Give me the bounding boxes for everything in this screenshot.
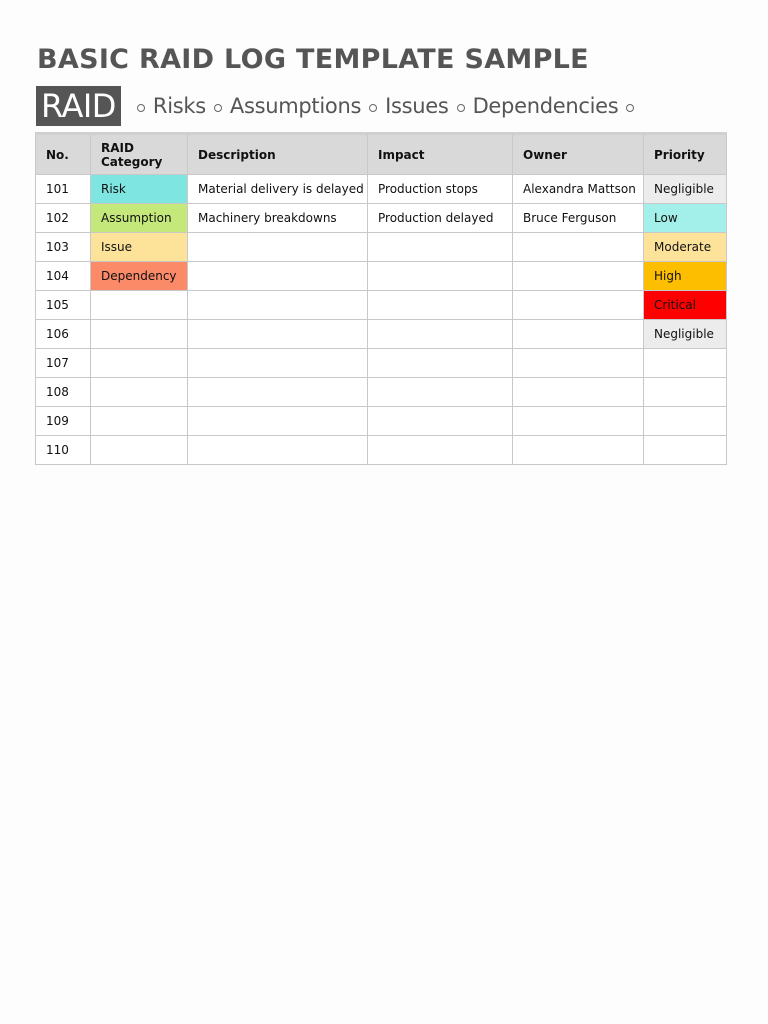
cell-impact[interactable] [368,349,513,378]
cell-description[interactable] [188,378,368,407]
cell-no[interactable]: 109 [36,407,91,436]
cell-owner[interactable]: Alexandra Mattson [513,175,644,204]
cell-impact[interactable] [368,320,513,349]
cell-priority[interactable]: Moderate [644,233,727,262]
cell-raid-category[interactable] [91,291,188,320]
cell-no[interactable]: 103 [36,233,91,262]
cell-raid-category[interactable] [91,320,188,349]
cell-owner[interactable] [513,262,644,291]
cell-owner[interactable] [513,349,644,378]
cell-priority[interactable] [644,436,727,465]
raid-badge: RAID [36,86,121,126]
bullet-circle-icon [369,104,377,112]
cell-description[interactable]: Material delivery is delayed [188,175,368,204]
cell-description[interactable] [188,349,368,378]
cell-owner[interactable] [513,407,644,436]
cell-impact[interactable] [368,291,513,320]
table-row [36,378,727,407]
header-description: Description [188,134,368,175]
table-row [36,407,727,436]
table-row [36,262,727,291]
raid-item-assumptions: Assumptions [229,94,362,118]
cell-raid-category[interactable]: Assumption [91,204,188,233]
cell-impact[interactable] [368,233,513,262]
cell-description[interactable]: Machinery breakdowns [188,204,368,233]
cell-no[interactable]: 105 [36,291,91,320]
cell-owner[interactable] [513,378,644,407]
cell-description[interactable] [188,233,368,262]
raid-item-issues: Issues [385,94,449,118]
cell-description[interactable] [188,320,368,349]
cell-priority[interactable]: Negligible [644,320,727,349]
table-row [36,349,727,378]
raid-item-risks: Risks [152,94,206,118]
table-row [36,436,727,465]
table-row [36,291,727,320]
cell-description[interactable] [188,262,368,291]
bullet-circle-icon [457,104,465,112]
cell-raid-category[interactable] [91,349,188,378]
cell-priority[interactable]: Critical [644,291,727,320]
table-row [36,175,727,204]
header-no: No. [36,134,91,175]
table-row [36,320,727,349]
cell-no[interactable]: 106 [36,320,91,349]
cell-impact[interactable]: Production stops [368,175,513,204]
table-header-row [36,134,727,175]
cell-priority[interactable] [644,378,727,407]
cell-no[interactable]: 108 [36,378,91,407]
cell-priority[interactable]: Low [644,204,727,233]
header-priority: Priority [644,134,727,175]
cell-description[interactable] [188,407,368,436]
cell-no[interactable]: 110 [36,436,91,465]
cell-raid-category[interactable]: Dependency [91,262,188,291]
cell-raid-category[interactable]: Issue [91,233,188,262]
cell-raid-category[interactable] [91,436,188,465]
raid-items [129,94,643,118]
raid-item-dependencies: Dependencies [472,94,619,118]
cell-impact[interactable] [368,262,513,291]
header-impact: Impact [368,134,513,175]
header-raid-category: RAID Category [91,134,188,175]
cell-owner[interactable] [513,291,644,320]
cell-no[interactable]: 107 [36,349,91,378]
cell-owner[interactable] [513,233,644,262]
cell-priority[interactable]: Negligible [644,175,727,204]
cell-owner[interactable] [513,320,644,349]
cell-impact[interactable] [368,436,513,465]
cell-impact[interactable] [368,407,513,436]
cell-priority[interactable]: High [644,262,727,291]
raid-legend-bar [36,86,642,126]
table-row [36,204,727,233]
cell-description[interactable] [188,291,368,320]
raid-log-table [35,132,727,465]
cell-no[interactable]: 104 [36,262,91,291]
bullet-circle-icon [137,104,145,112]
page-title: BASIC RAID LOG TEMPLATE SAMPLE [37,44,589,75]
bullet-circle-icon [214,104,222,112]
cell-raid-category[interactable]: Risk [91,175,188,204]
cell-no[interactable]: 101 [36,175,91,204]
cell-raid-category[interactable] [91,378,188,407]
cell-priority[interactable] [644,407,727,436]
cell-priority[interactable] [644,349,727,378]
cell-owner[interactable]: Bruce Ferguson [513,204,644,233]
cell-raid-category[interactable] [91,407,188,436]
cell-owner[interactable] [513,436,644,465]
bullet-circle-icon [626,104,634,112]
cell-impact[interactable]: Production delayed [368,204,513,233]
table-row [36,233,727,262]
header-owner: Owner [513,134,644,175]
cell-impact[interactable] [368,378,513,407]
cell-no[interactable]: 102 [36,204,91,233]
cell-description[interactable] [188,436,368,465]
